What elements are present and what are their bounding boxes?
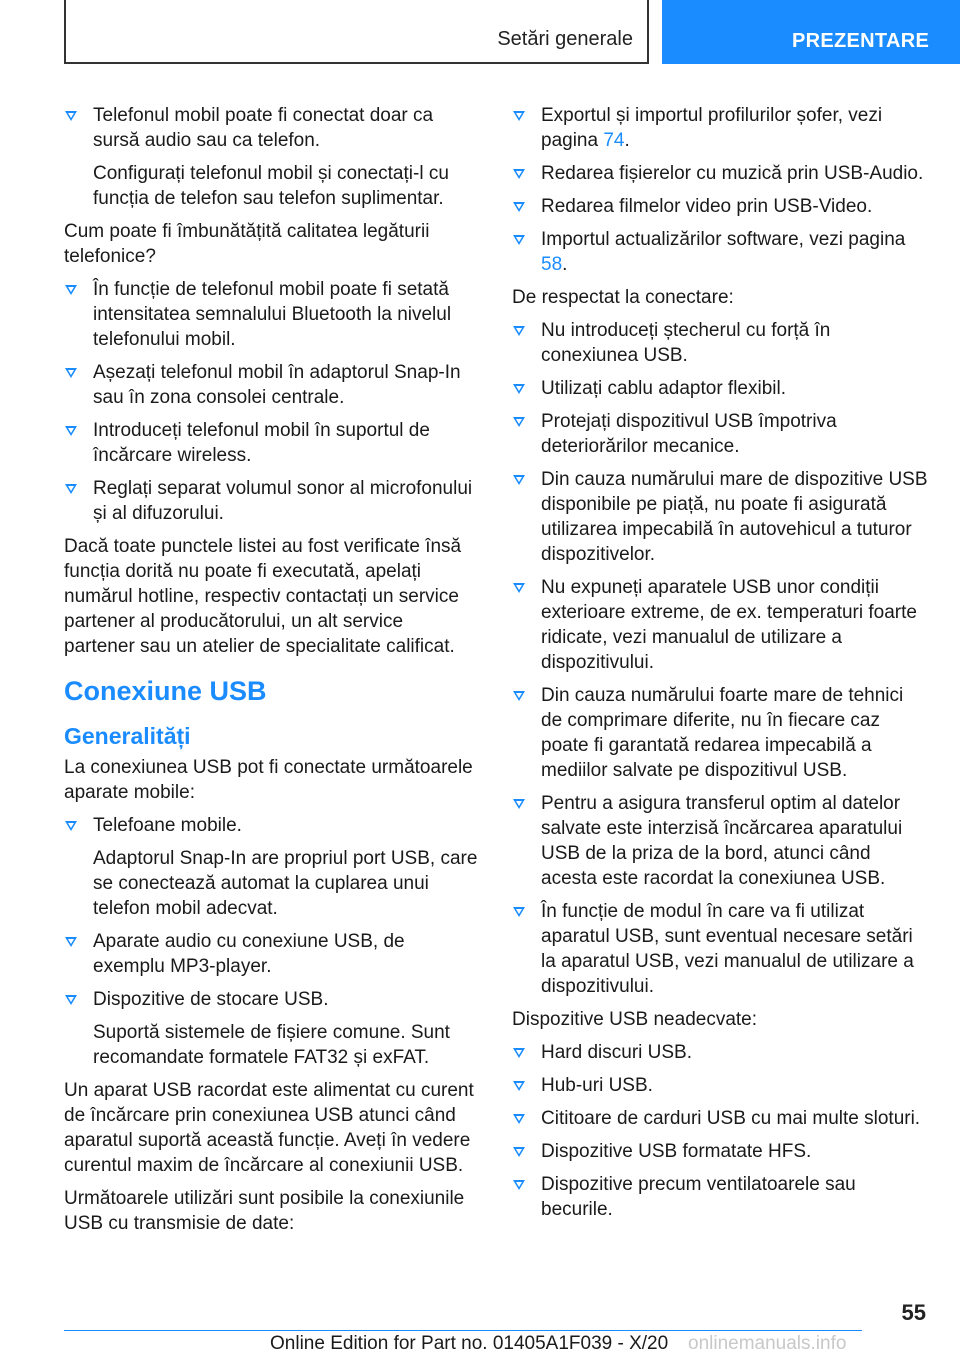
paragraph: Următoarele utilizări sunt posibile la conexiunile USB cu transmisie de date: — [64, 1188, 465, 1234]
triangle-bullet-icon — [65, 995, 77, 1005]
triangle-bullet-icon — [513, 1180, 525, 1190]
triangle-bullet-icon — [513, 384, 525, 394]
triangle-bullet-icon — [513, 169, 525, 179]
triangle-bullet-icon — [513, 1114, 525, 1124]
list-item: Pentru a asigura transferul optim al datelor salvate este interzisă încărcarea aparatului USB de la priza de la bord, atunci când acesta este racordat la conexiunea USB. — [512, 791, 928, 891]
list-item: Protejați dispozitivul USB împotriva deteriorărilor mecanice. — [512, 409, 928, 459]
list-item: Telefoane mobile. — [64, 813, 478, 838]
paragraph: Cum poate fi îmbunătățită calitatea legăturii telefonice? — [64, 221, 430, 267]
triangle-bullet-icon — [513, 202, 525, 212]
list-item: Reglați separat volumul sonor al microfonului și al difuzorului. — [64, 476, 478, 526]
list-item: Nu expuneți aparatele USB unor condiții exterioare extreme, de ex. temperaturi foarte ridicate, vezi manualul de utilizare a dispozitivului. — [512, 575, 928, 675]
footer-edition: Online Edition for Part no. 01405A1F039 - X/20 — [270, 1333, 669, 1354]
list-item: Hub-uri USB. — [512, 1073, 928, 1098]
triangle-bullet-icon — [513, 1147, 525, 1157]
list-item-note: Configurați telefonul mobil și conectați-l cu funcția de telefon sau telefon suplimentar. — [93, 163, 449, 209]
section-title: Setări generale — [497, 28, 633, 50]
list-item: Exportul și importul profilurilor șofer, vezi pagina 74. — [512, 103, 928, 153]
page-header — [0, 0, 960, 66]
left-column — [64, 103, 478, 1244]
triangle-bullet-icon — [513, 1081, 525, 1091]
list-item: În funcție de telefonul mobil poate fi setată intensitatea semnalului Bluetooth la nivelul telefonului mobil. — [64, 277, 478, 352]
list-item: Nu introduceți ștecherul cu forță în conexiunea USB. — [512, 318, 928, 368]
paragraph: Un aparat USB racordat este alimentat cu curent de încărcare prin conexiunea USB atunci când aparatul suportă această funcție. Aveți în vedere curentul maxim de încărcare al conexiunii USB. — [64, 1080, 474, 1176]
triangle-bullet-icon — [65, 426, 77, 436]
triangle-bullet-icon — [513, 691, 525, 701]
triangle-bullet-icon — [513, 1048, 525, 1058]
triangle-bullet-icon — [513, 583, 525, 593]
list-item-note: Adaptorul Snap-In are propriul port USB, care se conectează automat la cuplarea unui telefon mobil adecvat. — [93, 848, 478, 919]
chapter-tab[interactable]: PREZENTARE — [662, 0, 960, 64]
list-item: În funcție de modul în care va fi utilizat aparatul USB, sunt eventual necesare setări la aparatul USB, vezi manualul de utilizare a dispozitivului. — [512, 899, 928, 999]
page-link-58[interactable]: 58 — [541, 254, 563, 275]
triangle-bullet-icon — [65, 368, 77, 378]
section-heading: Conexiune USB — [64, 676, 267, 706]
list-item: Utilizați cablu adaptor flexibil. — [512, 376, 928, 401]
list-item: Redarea fișierelor cu muzică prin USB-Audio. — [512, 161, 928, 186]
list-item: Importul actualizărilor software, vezi pagina 58. — [512, 227, 928, 277]
paragraph: Dispozitive USB neadecvate: — [512, 1009, 758, 1030]
list-item: Cititoare de carduri USB cu mai multe sloturi. — [512, 1106, 928, 1131]
paragraph: De respectat la conectare: — [512, 287, 734, 308]
list-item: Dispozitive precum ventilatoarele sau becurile. — [512, 1172, 928, 1222]
subsection-heading: Generalități — [64, 723, 191, 749]
list-item: Aparate audio cu conexiune USB, de exemplu MP3-player. — [64, 929, 478, 979]
triangle-bullet-icon — [513, 799, 525, 809]
triangle-bullet-icon — [513, 235, 525, 245]
list-item: Din cauza numărului mare de dispozitive USB disponibile pe piață, nu poate fi asigurată utilizarea impecabilă în autovehicul a tuturor dispozitivelor. — [512, 467, 928, 567]
list-item: Dispozitive USB formatate HFS. — [512, 1139, 928, 1164]
right-column — [512, 103, 928, 1230]
triangle-bullet-icon — [513, 111, 525, 121]
triangle-bullet-icon — [65, 285, 77, 295]
triangle-bullet-icon — [65, 821, 77, 831]
list-item: Redarea filmelor video prin USB-Video. — [512, 194, 928, 219]
list-item: Dispozitive de stocare USB. — [64, 987, 478, 1012]
paragraph: La conexiunea USB pot fi conectate următoarele aparate mobile: — [64, 757, 473, 803]
paragraph: Dacă toate punctele listei au fost verificate însă funcția dorită nu poate fi executată, apelați numărul hotline, respectiv contactați un service partener al producătorului, un alt service partener sau un atelier de specialitate calificat. — [64, 536, 462, 657]
list-item: Introduceți telefonul mobil în suportul de încărcare wireless. — [64, 418, 478, 468]
triangle-bullet-icon — [513, 907, 525, 917]
triangle-bullet-icon — [65, 937, 77, 947]
triangle-bullet-icon — [513, 326, 525, 336]
list-item: Hard discuri USB. — [512, 1040, 928, 1065]
list-item: Telefonul mobil poate fi conectat doar ca sursă audio sau ca telefon. — [64, 103, 478, 153]
list-item-note: Suportă sistemele de fișiere comune. Sunt recomandate formatele FAT32 și exFAT. — [93, 1022, 450, 1068]
footer-divider — [64, 1330, 862, 1331]
section-title-box — [64, 0, 649, 64]
triangle-bullet-icon — [65, 484, 77, 494]
list-item: Așezați telefonul mobil în adaptorul Snap-In sau în zona consolei centrale. — [64, 360, 478, 410]
page-number: 55 — [901, 1300, 926, 1325]
triangle-bullet-icon — [513, 417, 525, 427]
triangle-bullet-icon — [65, 111, 77, 121]
page-link-74[interactable]: 74 — [603, 130, 625, 151]
list-item: Din cauza numărului foarte mare de tehnici de comprimare diferite, nu în fiecare caz poate fi garantată redarea impecabilă a mediilor salvate pe dispozitivul USB. — [512, 683, 928, 783]
footer-watermark: onlinemanuals.info — [688, 1333, 847, 1354]
triangle-bullet-icon — [513, 475, 525, 485]
